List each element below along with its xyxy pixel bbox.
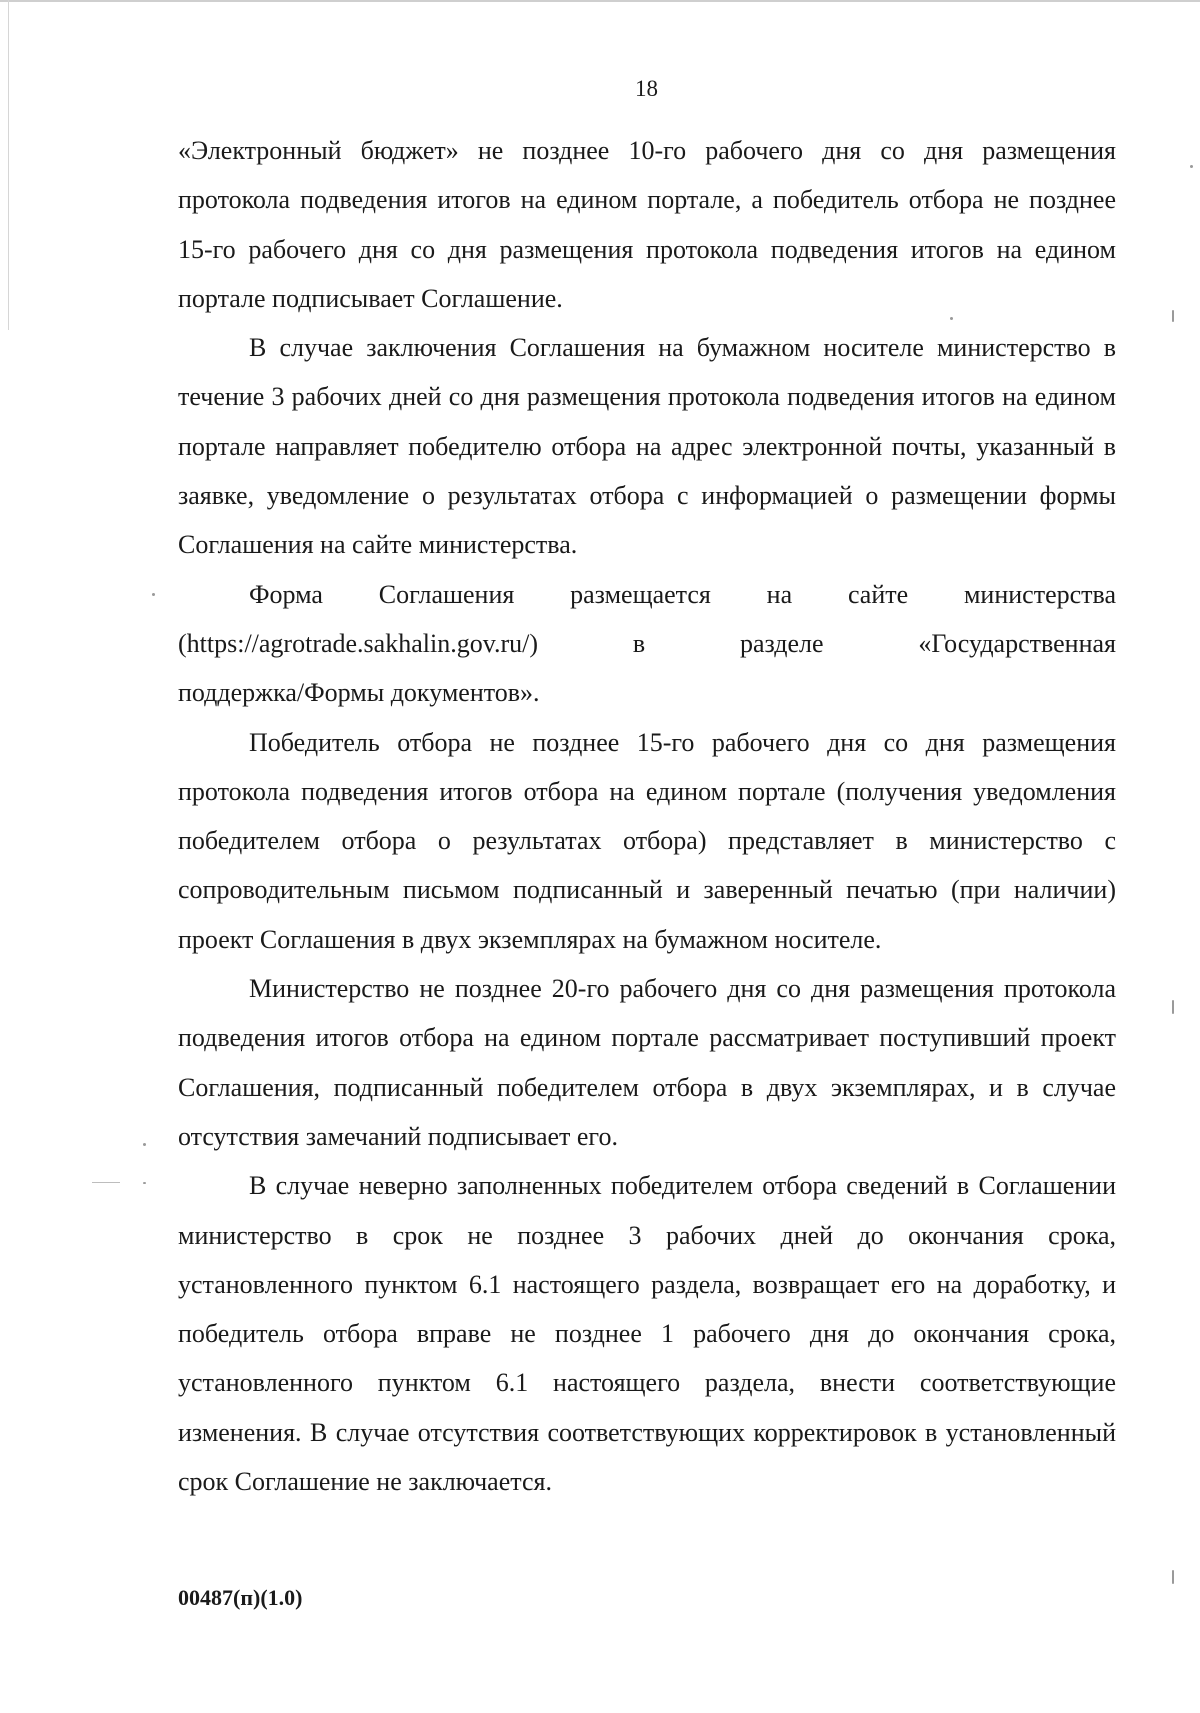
paragraph-paper-agreement: В случае заключения Соглашения на бумажном носителе министерство в течение 3 рабочих дней со дня размещения протокола подведения итогов на едином портале направляет победителю отбора на адрес электронной почты, указанный в заявке, уведомление о результатах отбора с информацией о размещении формы Соглашения на сайте министерства. <box>178 333 1116 560</box>
scan-speck <box>143 1182 146 1184</box>
scan-edge-top <box>0 0 1200 2</box>
scan-speck <box>950 317 953 320</box>
paragraph-form-location-line1: Форма Соглашения размещается на сайте министерства <box>249 579 1116 609</box>
scan-speck <box>92 1182 120 1183</box>
paragraph-ministry-review: Министерство не позднее 20-го рабочего дня со дня размещения протокола подведения итогов отбора на едином портале рассматривает поступивший проект Соглашения, подписанный победителем отбора в двух экземплярах, и в случае отсутствия замечаний подписывает его. <box>178 974 1116 1151</box>
document-body <box>178 126 1116 1506</box>
paragraph-form-location-line2: (https://agrotrade.sakhalin.gov.ru/) в разделе «Государственная <box>178 628 1116 658</box>
scan-edge-left <box>8 0 9 330</box>
paragraph-corrections: В случае неверно заполненных победителем отбора сведений в Соглашении министерство в срок не позднее 3 рабочих дней до окончания срока, установленного пунктом 6.1 настоящего раздела, возвращает его на доработку, и победитель отбора вправе не позднее 1 рабочего дня до окончания срока, установленного пунктом 6.1 настоящего раздела, внести соответствующие изменения. В случае отсутствия соответствующих корректировок в установленный срок Соглашение не заключается. <box>178 1171 1116 1497</box>
paragraph-winner-submission: Победитель отбора не позднее 15-го рабочего дня со дня размещения протокола подведения итогов отбора на едином портале (получения уведомления победителем отбора о результатах отбора) представляет в министерство с сопроводительным письмом подписанный и заверенный печатью (при наличии) проект Соглашения в двух экземплярах на бумажном носителе. <box>178 727 1116 954</box>
scan-speck <box>143 1143 146 1146</box>
page-number: 18 <box>635 76 658 101</box>
paragraph-form-location-line3: поддержка/Формы документов». <box>178 678 540 708</box>
scan-speck <box>1172 1000 1174 1014</box>
scan-speck <box>152 593 155 596</box>
scan-speck <box>1190 165 1193 168</box>
scan-speck <box>1172 1570 1174 1584</box>
paragraph-continuation: «Электронный бюджет» не позднее 10-го рабочего дня со дня размещения протокола подведения итогов на едином портале, а победитель отбора не позднее 15-го рабочего дня со дня размещения протокола подведения итогов на едином портале подписывает Соглашение. <box>178 136 1116 313</box>
document-code: 00487(п)(1.0) <box>178 1585 303 1610</box>
scan-speck <box>1172 310 1174 322</box>
